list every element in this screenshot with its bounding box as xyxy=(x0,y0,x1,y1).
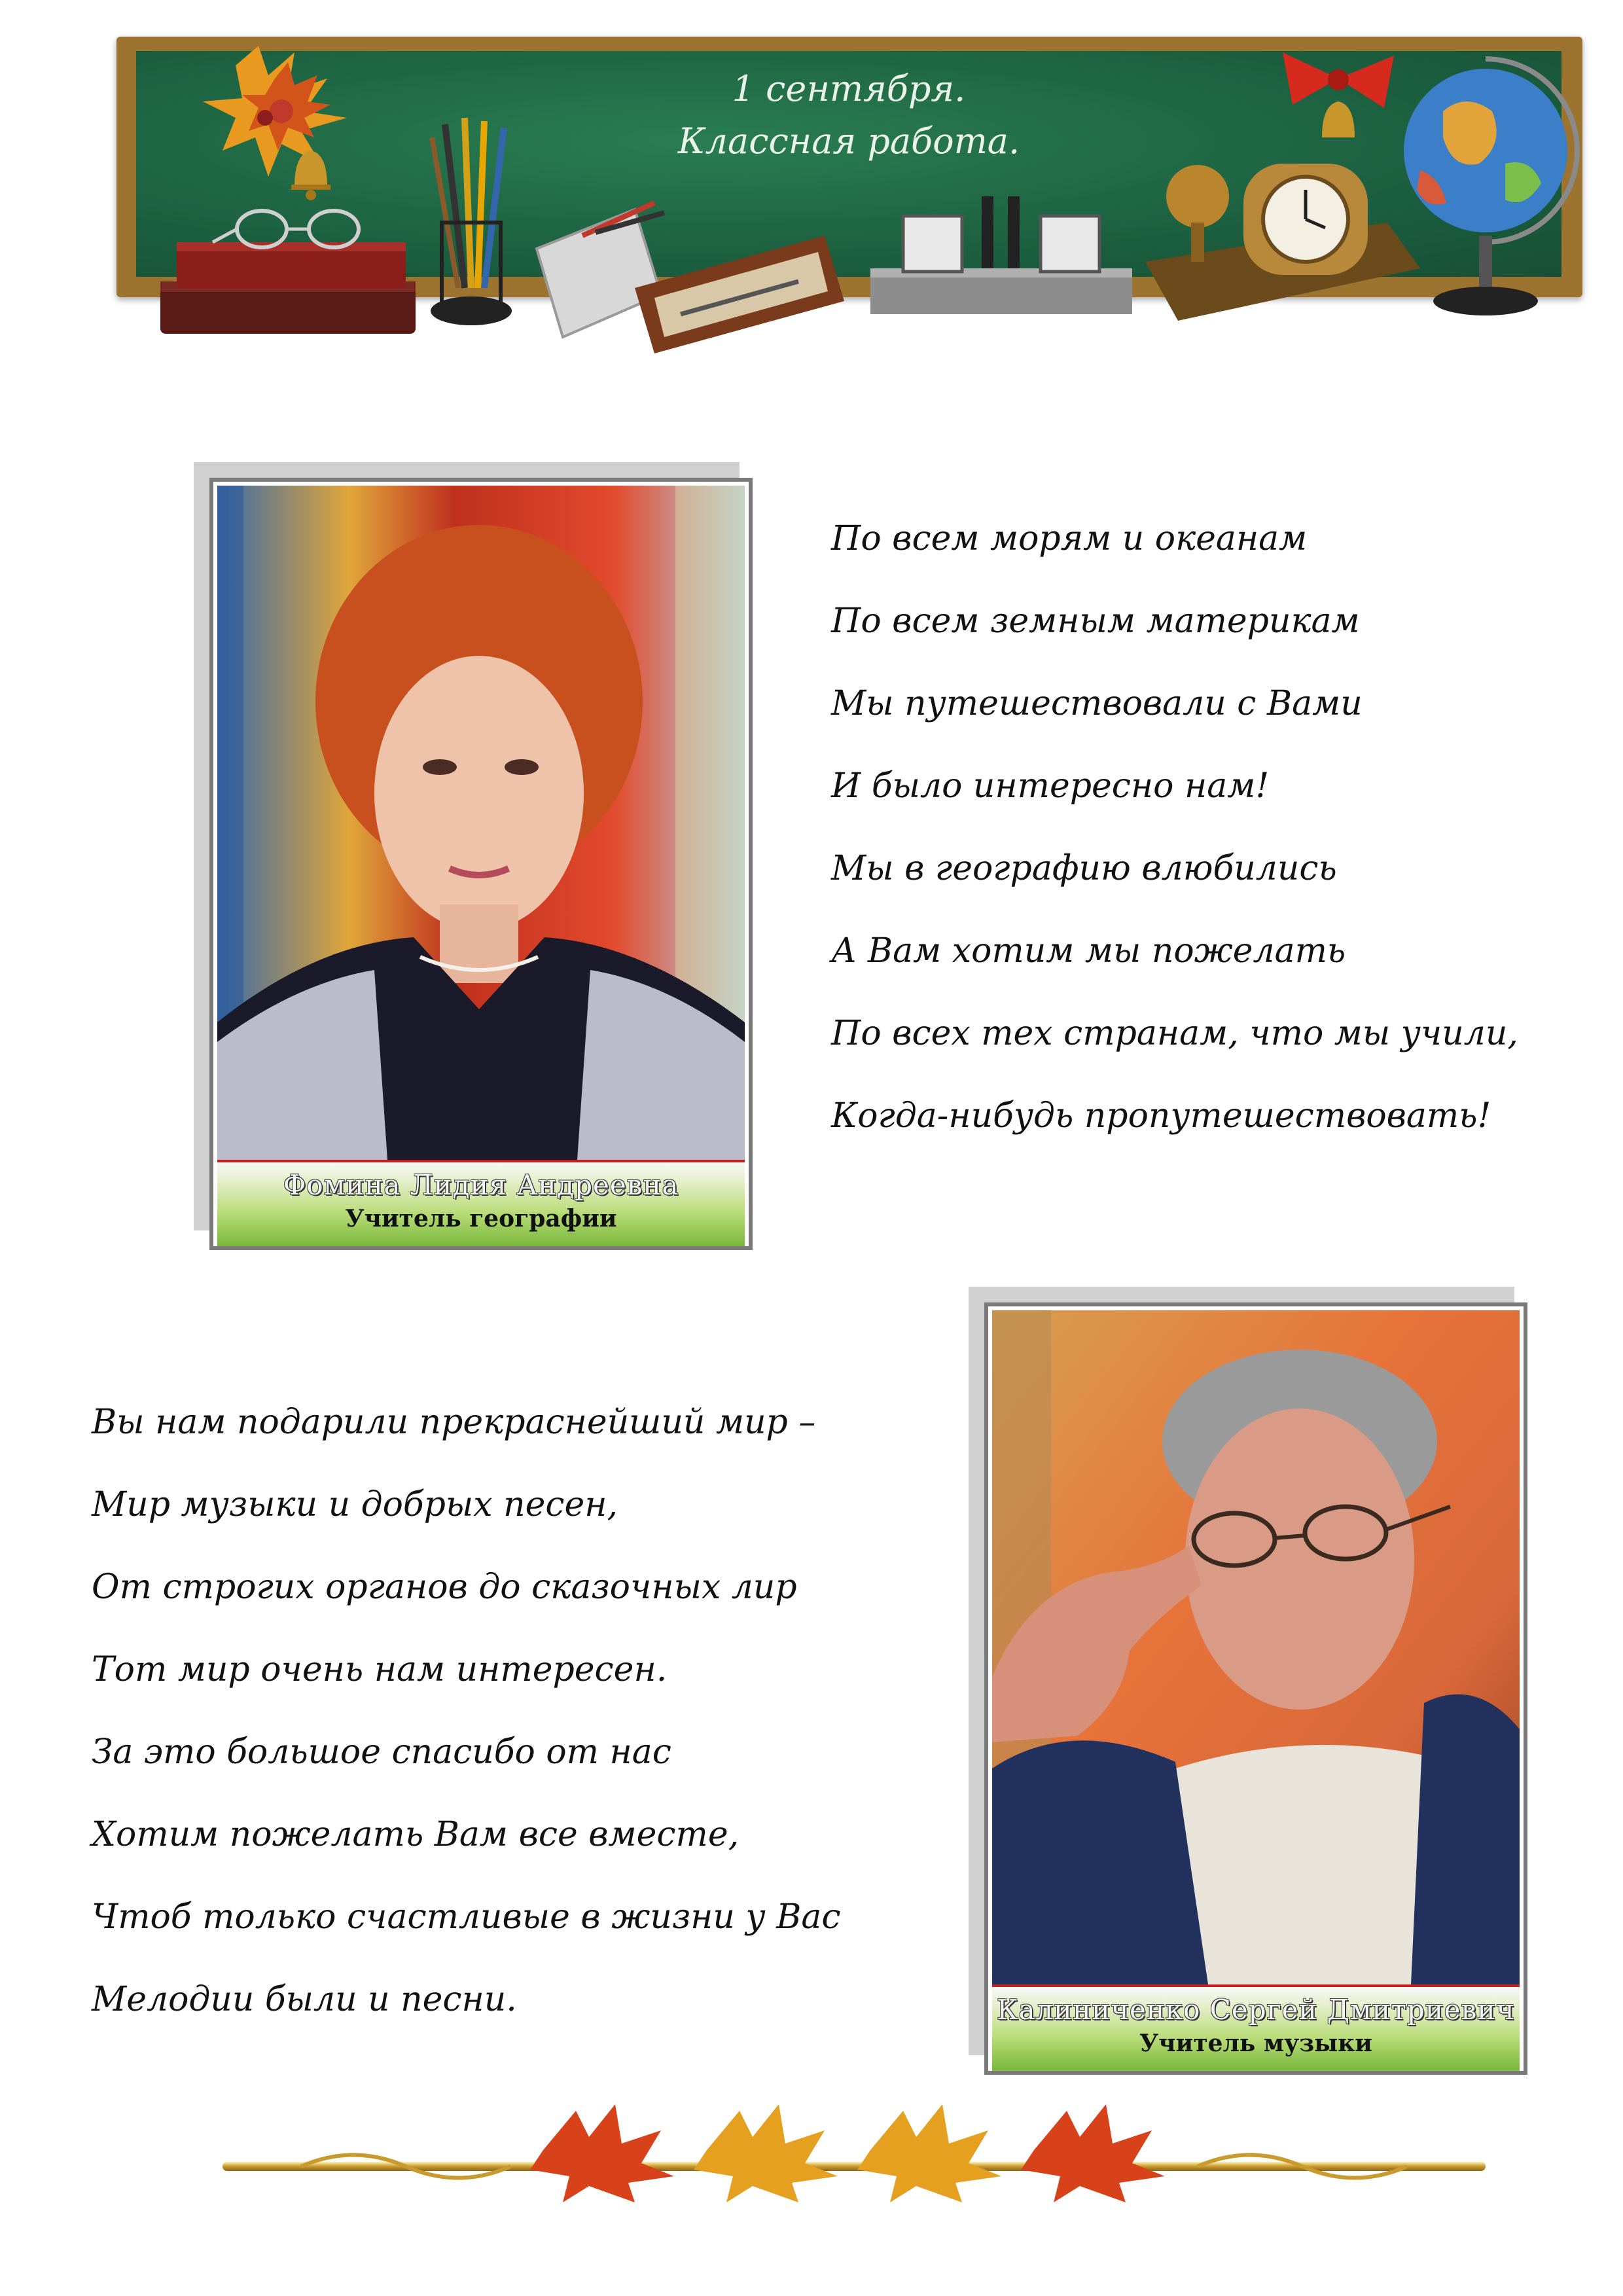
maple-leaf-icon xyxy=(530,2104,674,2202)
poem-line: За это большое спасибо от нас xyxy=(92,1732,671,1772)
poem-line: От строгих органов до сказочных лир xyxy=(92,1568,797,1607)
geography-teacher-portrait xyxy=(209,478,753,1250)
poem-line: Мы в географию влюбились xyxy=(831,849,1337,888)
bell-icon xyxy=(281,137,340,203)
globe-icon xyxy=(1381,39,1590,334)
poem-line: Хотим пожелать Вам все вместе, xyxy=(92,1815,740,1854)
music-teacher-caption xyxy=(992,1984,1520,2071)
geography-teacher-name: Фомина Лидия Андреевна xyxy=(283,1169,679,1201)
pen-case-icon xyxy=(628,229,851,360)
music-poem xyxy=(92,1381,942,2041)
geography-teacher-caption xyxy=(217,1160,745,1246)
poem-line: По всем морям и океанам xyxy=(831,519,1308,558)
board-date: 1 сентября. xyxy=(732,68,966,109)
music-teacher-role: Учитель музыки xyxy=(1139,2030,1372,2057)
poem-line: И было интересно нам! xyxy=(831,766,1270,806)
maple-leaf-icon xyxy=(857,2104,1001,2202)
maple-leaf-icon xyxy=(694,2104,838,2202)
poem-line: Чтоб только счастливые в жизни у Вас xyxy=(92,1897,841,1937)
music-teacher-name: Калиниченко Сергей Дмитриевич xyxy=(997,1994,1515,2026)
pencil-cup-icon xyxy=(419,111,524,334)
maple-leaf-icon xyxy=(1021,2104,1165,2202)
poem-line: По всех тех странам, что мы учили, xyxy=(831,1014,1518,1053)
board-subtitle: Классная работа. xyxy=(677,120,1020,162)
poem-line: По всем земным материкам xyxy=(831,601,1360,641)
poem-line: А Вам хотим мы пожелать xyxy=(831,931,1346,971)
inkwell-set-icon xyxy=(864,190,1139,321)
poem-line: Мир музыки и добрых песен, xyxy=(92,1485,618,1524)
poem-line: Когда-нибудь пропутешествовать! xyxy=(831,1096,1491,1136)
poem-line: Мы путешествовали с Вами xyxy=(831,684,1363,723)
poem-line: Вы нам подарили прекраснейший мир – xyxy=(92,1403,816,1442)
geography-teacher-photo xyxy=(217,486,745,1160)
geography-teacher-role: Учитель географии xyxy=(345,1205,617,1232)
poem-line: Тот мир очень нам интересен. xyxy=(92,1650,668,1689)
music-teacher-photo xyxy=(992,1310,1520,1984)
maple-leaf-ornament xyxy=(223,2098,1486,2202)
glasses-icon xyxy=(209,203,366,262)
poem-line: Мелодии были и песни. xyxy=(92,1980,517,2019)
ribbon-bow-icon xyxy=(1276,39,1400,144)
geography-poem xyxy=(831,497,1590,1157)
music-teacher-portrait xyxy=(984,1302,1527,2075)
